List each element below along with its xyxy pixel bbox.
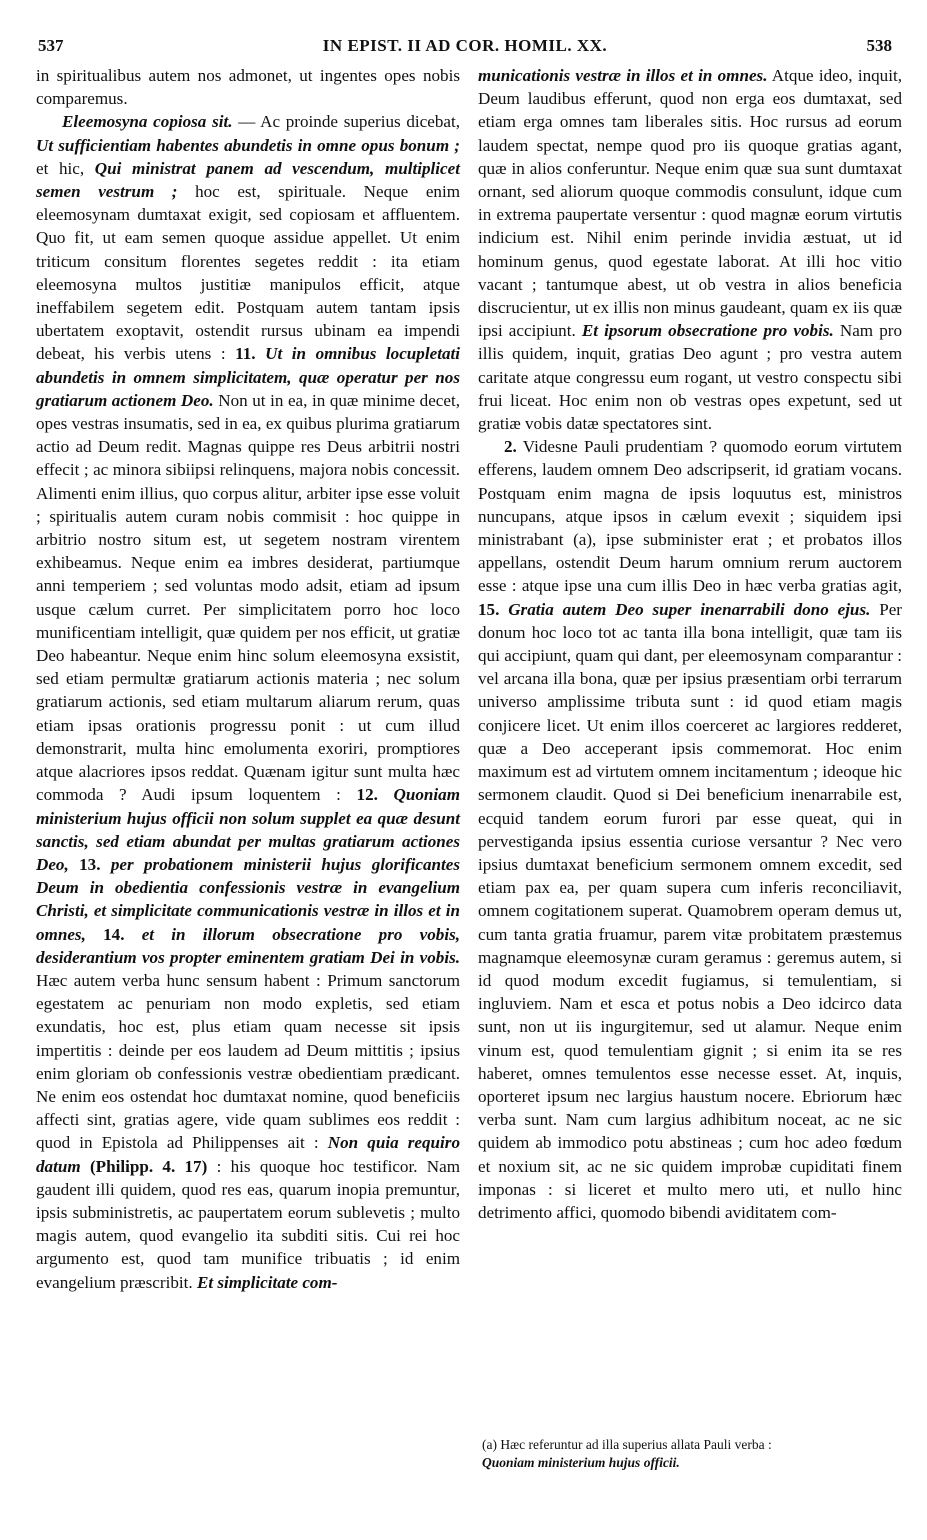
verse-number: 11. (235, 344, 256, 364)
page-number-left: 537 (38, 36, 64, 55)
scripture-quote: municationis vestræ in illos et in omnes. (478, 66, 768, 85)
scripture-quote: Qui ministrat panem ad vescendum, multiplicet semen vestrum ; (36, 158, 460, 202)
running-header (38, 36, 892, 60)
scripture-quote: Et simplicitate com- (196, 1272, 338, 1292)
paragraph (36, 110, 460, 1293)
scripture-reference: (Philipp. 4. 17) (80, 1156, 208, 1176)
footnote (482, 1436, 902, 1472)
scripture-quote: per probationem ministerii hujus glorificantes Deum in obedientia confessionis vestræ in evangelium Christi, et simplicitate communicationis vestræ in illos et in omnes, (36, 854, 461, 944)
footnote-quote: Quoniam ministerium hujus officii. (482, 1455, 680, 1470)
text-run: in spiritualibus autem nos admonet, ut ingentes opes nobis comparemus. (36, 66, 460, 109)
text-run: — Ac proinde superius dicebat, (232, 112, 461, 132)
scripture-quote: Quoniam ministerium hujus officii non solum supplet ea quæ desunt sanctis, sed etiam abundat per multas gratiarum actiones Deo, (36, 785, 461, 874)
text-run: Per donum hoc loco tot ac tanta illa bona intelligit, quæ tam iis qui accipiunt, quam qui dant, per eleemosynam comparantur : vel arcana illa bona, quæ per ipsius præsentiam orbi terrarum universo amplissime tributa sunt : id quod etiam magis conjicere licet. Ut enim illos coerceret ac largiores redderet, quæ a Deo acceperant ipsis commemorat. Hoc enim maximum est ad virtutem omnem incitamentum ; ideoque hic sermonem claudit. Quod si Dei beneficium inenarrabile est, ecquid tandem eorum furori par esse queat, qui in pervestiganda ipsius essentia curiose versantur ? Nec vero ipsius dumtaxat beneficium sermonem omnem excedit, sed etiam pax ea, per quam supera cum inferis reconciliavit, omnem cogitationem superat. Quamobrem operam demus ut, cum tanta gratia fruamur, parem vitæ probitatem præstemus magnamque eleemosynæ curam geramus : geremus autem, si id quod modum excedit fugiamus, si temulentiam, si ingluviem. Nam et esca et potus nobis a Deo idcirco data sunt, non ut iis ingurgitemur, sed ut alamur. Neque enim vinum est, quod temulentiam gignit ; si enim ita se res haberet, omnes temulentos esse necesse esset. At, inquis, oporteret ipsum nec largius haustum nocere. Ebriorum hæc verba sunt. Nam cum largius adhibitum noceat, ac ne sic quidem ab immodico potu abstineas ; cum hoc adeo fœdum et noxium sit, ac ne sic quidem improbæ cupiditati finem imponas : si liceret et multo mero uti, et nullo hinc detrimento affici, quomodo bibendi aviditatem com- (478, 599, 902, 1222)
text-run: hoc est, spirituale. Neque enim eleemosynam dumtaxat exigit, sed copiosam et affluentem. Quo fit, ut eam semen quoque assidue appellet. Ut enim triticum consitum florentes segetes reddit : ita etiam eleemosyna multos justitiæ manipulos efficit, atque ineffabilem segetem edit. Postquam autem tantam ipsis ubertatem exoptavit, ostendit rursus ubinam ea impendi debeat, his verbis utens : (36, 182, 461, 364)
scripture-quote: Et ipsorum obsecratione pro vobis. (581, 321, 834, 341)
text-run: Nam pro illis quidem, inquit, gratias Deo agunt ; pro vestra autem caritate atque congressu eum rogant, ut vestro conspectu sibi frui liceat. Hoc enim non ob vestras opes expetunt, sed ut gratiæ vobis datæ spectatores sint. (478, 321, 902, 434)
verse-number: 15. (478, 599, 500, 619)
section-heading: Eleemosyna copiosa sit. (62, 112, 233, 132)
left-column (36, 64, 460, 1294)
verse-number: 13. (68, 854, 101, 874)
section-number: 2. (504, 437, 517, 457)
scripture-quote: Non quia requiro datum (36, 1133, 460, 1176)
text-run: Non ut in ea, in quæ minime decet, opes vestras insumatis, sed in ea, ex quibus plurima gratiarum actio ad Deum redit. Magnas quippe res Deus arbitrii nostri effecit ; ac minora sibiipsi relinquens, majora nobis concessit. Alimenti enim illius, quo corpus alitur, arbiter ipse esse voluit ; spiritualis autem curam nobis commisit : hoc quippe in arbitrio nostro situm est, ut segetem nostram virentem exhibeamus. Neque enim ea imbres desiderat, partiumque anni temperiem ; sed voluntas modo adsit, etiam ad ipsum usque cælum curret. Per simplicitatem porro hoc loco munificentiam intelligit, quæ quidem per nos efficit, ut gratiæ Deo habeantur. Neque enim hinc solum eleemosyna exsistit, sed etiam permultæ gratiarum actionis materia ; nec solum gratiarum actionis, sed etiam multarum aliarum rerum, quas etiam ipsas orationis progressu ponit : ut cum illud demonstrarit, multa hinc emolumenta exoriri, promptiores atque alacriores ipsos reddat. Quænam igitur sunt multa hæc commoda ? Audi ipsum loquentem : (36, 390, 460, 805)
paragraph (478, 64, 902, 435)
verse-number: 12. (356, 785, 378, 805)
text-run: Hæc autem verba hunc sensum habent : Primum sanctorum egestatem ac penuriam non modo expletis, sed etiam exundatis, hoc est, plus etiam quam necesse sit ipsis impertitis : deinde per eos laudem ad Deum mittitis ; ipsius enim gloriam ob confessionis vestræ obedientiam prædicant. Ne enim eos ostendat hoc dumtaxat nomine, quod beneficiis affecti sint, gratias agere, vide quam sublimes eos reddit : quod in Epistola ad Philippenses ait : (36, 970, 460, 1153)
text-run: et hic, (36, 158, 95, 178)
scripture-quote: Gratia autem Deo super inenarrabili dono ejus. (499, 599, 871, 619)
running-title: IN EPIST. II AD COR. HOMIL. XX. (322, 36, 608, 55)
scripture-quote: Ut sufficientiam habentes abundetis in omne opus bonum ; (36, 135, 460, 155)
footnote-text: (a) Hæc referuntur ad illa superius allata Pauli verba : (482, 1437, 772, 1452)
paragraph (36, 64, 460, 110)
verse-number: 14. (85, 924, 125, 944)
page-number-right: 538 (866, 36, 892, 55)
text-run: Atque ideo, inquit, Deum laudibus efferunt, quod non erga eos dumtaxat, sed etiam erga omnes tam liberales sitis. Hoc rursus ad eorum laudem spectat, nempe quod pro iis quoque gratias agant, quæ in alios conferuntur. Neque enim quæ sua sunt dumtaxat ornant, sed aliorum quoque commodis consulunt, idque cum in extrema paupertate versentur : quod magnæ eorum virtutis indicium est. Nihil enim perinde invidia æstuat, ut id hominum genus, quod egestate laborat. At illi hoc vitio vacant ; tantumque abest, ut ob vestra in alios beneficia discrucientur, ut ex illis non minus gaudeant, quam ex iis quæ ipsi accipiunt. (478, 66, 902, 341)
scripture-quote: et in illorum obsecratione pro vobis, desiderantium vos propter eminentem gratiam Dei in vobis. (36, 924, 461, 967)
text-run: Videsne Pauli prudentiam ? quomodo eorum virtutem efferens, laudem omnem Deo adscripserit, id gratiam vocans. Postquam enim magna de ipsis loquutus est, ministros nuncupans, atque ipsos in cælum evexit ; siquidem ipsi ministrabant (a), ipse subminister erat ; et probatos illos appellans, ostendit Deum harum omnium rerum auctorem esse : atque ipse una cum illis Deo in hæc verba gratias agit, (478, 437, 902, 596)
right-column (478, 64, 902, 1224)
scripture-quote: Ut in omnibus locupletati abundetis in omnem simplicitatem, quæ operatur per nos gratiarum actionem Deo. (36, 344, 460, 410)
text-run: : his quoque hoc testificor. Nam gaudent illi quidem, quod res eas, quarum inopia premuntur, ipsis subministretis, ac paupertatem eorum sublevetis ; multo magis autem, quod evangelio ita subditi sitis. Cui rei hoc argumento est, quod tam munifice tribuatis ; id enim evangelium præscribit. (36, 1156, 461, 1292)
paragraph (478, 435, 902, 1224)
